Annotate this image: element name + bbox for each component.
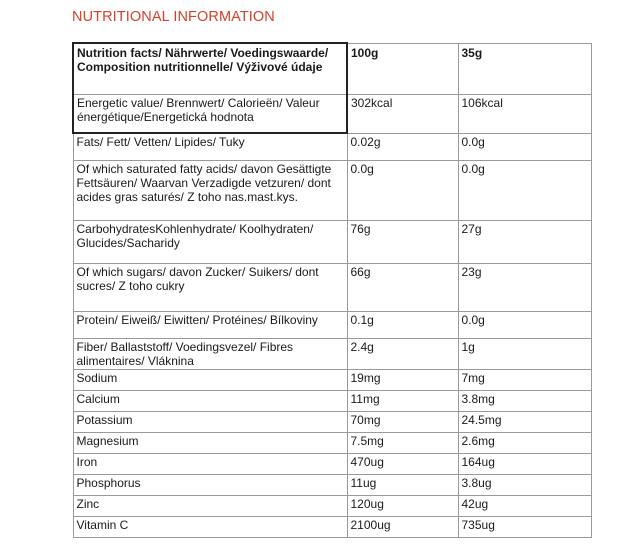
value-35g: 7mg [458, 369, 591, 390]
value-100g: 2.4g [347, 338, 458, 369]
table-row [73, 432, 591, 453]
table-row [73, 516, 591, 537]
nutrient-label: Zinc [73, 495, 347, 516]
table-row [73, 338, 591, 369]
table-row [73, 453, 591, 474]
table-row [73, 133, 591, 160]
nutrient-label: Calcium [73, 390, 347, 411]
header-per-100g: 100g [347, 43, 458, 94]
value-35g: 3.8mg [458, 390, 591, 411]
value-100g: 2100ug [347, 516, 458, 537]
value-100g: 76g [347, 220, 458, 263]
value-100g: 11ug [347, 474, 458, 495]
table-row [73, 263, 591, 311]
value-100g: 19mg [347, 369, 458, 390]
nutrient-label: CarbohydratesKohlenhydrate/ Koolhydraten/ Glucides/Sacharidy [73, 220, 347, 263]
value-100g: 302kcal [347, 94, 458, 133]
nutrient-label: Of which saturated fatty acids/ davon Gesättigte Fettsäuren/ Waarvan Verzadigde vetzuren/ dont acides gras saturés/ Z toho nas.mast.kys. [73, 160, 347, 220]
value-35g: 3.8ug [458, 474, 591, 495]
value-35g: 24.5mg [458, 411, 591, 432]
value-35g: 27g [458, 220, 591, 263]
value-100g: 120ug [347, 495, 458, 516]
nutrient-label: Potassium [73, 411, 347, 432]
value-100g: 70mg [347, 411, 458, 432]
table-row [73, 495, 591, 516]
nutrient-label: Magnesium [73, 432, 347, 453]
value-35g: 2.6mg [458, 432, 591, 453]
value-35g: 23g [458, 263, 591, 311]
value-100g: 470ug [347, 453, 458, 474]
value-100g: 0.02g [347, 133, 458, 160]
page-title: NUTRITIONAL INFORMATION [72, 9, 275, 25]
value-35g: 1g [458, 338, 591, 369]
value-35g: 42ug [458, 495, 591, 516]
value-100g: 11mg [347, 390, 458, 411]
table-row [73, 390, 591, 411]
nutrient-label: Sodium [73, 369, 347, 390]
nutrient-label: Energetic value/ Brennwert/ Calorieën/ Valeur énergétique/Energetická hodnota [73, 94, 347, 133]
value-35g: 0.0g [458, 311, 591, 338]
value-100g: 66g [347, 263, 458, 311]
value-100g: 7.5mg [347, 432, 458, 453]
nutrient-label: Iron [73, 453, 347, 474]
table-row [73, 369, 591, 390]
header-per-35g: 35g [458, 43, 591, 94]
nutrition-table [72, 42, 592, 538]
table-row [73, 94, 591, 133]
table-row [73, 411, 591, 432]
header-nutrient-label: Nutrition facts/ Nährwerte/ Voedingswaarde/ Composition nutritionnelle/ Výživové údaje [73, 43, 347, 94]
table-row [73, 474, 591, 495]
value-35g: 0.0g [458, 160, 591, 220]
table-row [73, 220, 591, 263]
nutrient-label: Phosphorus [73, 474, 347, 495]
value-35g: 164ug [458, 453, 591, 474]
value-35g: 735ug [458, 516, 591, 537]
value-35g: 0.0g [458, 133, 591, 160]
value-35g: 106kcal [458, 94, 591, 133]
table-row [73, 311, 591, 338]
nutrient-label: Of which sugars/ davon Zucker/ Suikers/ dont sucres/ Z toho cukry [73, 263, 347, 311]
nutrient-label: Fats/ Fett/ Vetten/ Lipides/ Tuky [73, 133, 347, 160]
table-row [73, 160, 591, 220]
value-100g: 0.0g [347, 160, 458, 220]
nutrient-label: Fiber/ Ballaststoff/ Voedingsvezel/ Fibres alimentaires/ Vláknina [73, 338, 347, 369]
nutrient-label: Protein/ Eiweiß/ Eiwitten/ Protéines/ Bílkoviny [73, 311, 347, 338]
table-header-row [73, 43, 591, 94]
value-100g: 0.1g [347, 311, 458, 338]
nutrient-label: Vitamin C [73, 516, 347, 537]
